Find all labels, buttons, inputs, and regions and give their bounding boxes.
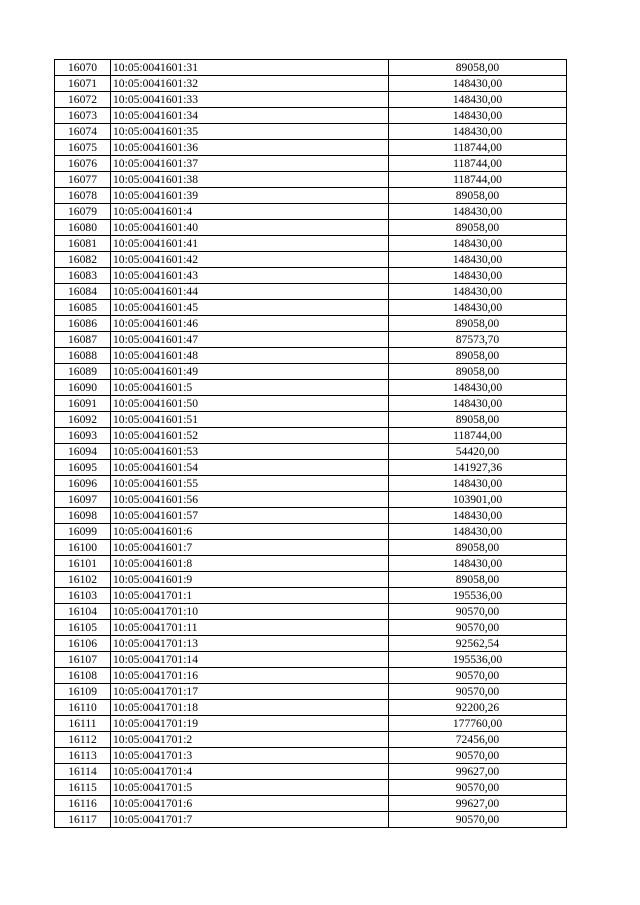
cadastral-number: 10:05:0041601:5 <box>111 380 389 396</box>
cadastral-number: 10:05:0041601:52 <box>111 428 389 444</box>
row-number: 16110 <box>55 700 111 716</box>
row-number: 16096 <box>55 476 111 492</box>
cadastral-number: 10:05:0041601:38 <box>111 172 389 188</box>
row-number: 16076 <box>55 156 111 172</box>
cadastral-number: 10:05:0041601:41 <box>111 236 389 252</box>
cadastral-number: 10:05:0041601:54 <box>111 460 389 476</box>
table-row <box>55 412 567 428</box>
cadastral-number: 10:05:0041601:32 <box>111 76 389 92</box>
cadastral-number: 10:05:0041601:35 <box>111 124 389 140</box>
cadastral-value: 90570,00 <box>389 780 567 796</box>
row-number: 16090 <box>55 380 111 396</box>
row-number: 16109 <box>55 684 111 700</box>
row-number: 16085 <box>55 300 111 316</box>
cadastral-value: 118744,00 <box>389 428 567 444</box>
cadastral-value: 148430,00 <box>389 108 567 124</box>
table-row <box>55 92 567 108</box>
row-number: 16091 <box>55 396 111 412</box>
table-row <box>55 764 567 780</box>
row-number: 16093 <box>55 428 111 444</box>
cadastral-number: 10:05:0041701:4 <box>111 764 389 780</box>
row-number: 16071 <box>55 76 111 92</box>
cadastral-number: 10:05:0041601:43 <box>111 268 389 284</box>
cadastral-value: 118744,00 <box>389 156 567 172</box>
cadastral-value: 148430,00 <box>389 92 567 108</box>
cadastral-value: 118744,00 <box>389 172 567 188</box>
cadastral-value: 90570,00 <box>389 604 567 620</box>
cadastral-value: 148430,00 <box>389 396 567 412</box>
row-number: 16112 <box>55 732 111 748</box>
cadastral-number: 10:05:0041601:33 <box>111 92 389 108</box>
document-page <box>54 59 566 828</box>
cadastral-value-table <box>54 59 567 828</box>
table-row <box>55 60 567 76</box>
row-number: 16098 <box>55 508 111 524</box>
cadastral-number: 10:05:0041601:40 <box>111 220 389 236</box>
table-row <box>55 188 567 204</box>
table-row <box>55 476 567 492</box>
row-number: 16088 <box>55 348 111 364</box>
table-row <box>55 748 567 764</box>
row-number: 16116 <box>55 796 111 812</box>
cadastral-number: 10:05:0041701:16 <box>111 668 389 684</box>
row-number: 16115 <box>55 780 111 796</box>
table-row <box>55 284 567 300</box>
cadastral-value: 89058,00 <box>389 364 567 380</box>
row-number: 16087 <box>55 332 111 348</box>
cadastral-number: 10:05:0041701:1 <box>111 588 389 604</box>
cadastral-value: 90570,00 <box>389 812 567 828</box>
cadastral-value: 195536,00 <box>389 652 567 668</box>
cadastral-value: 92562,54 <box>389 636 567 652</box>
cadastral-number: 10:05:0041601:4 <box>111 204 389 220</box>
cadastral-value: 148430,00 <box>389 556 567 572</box>
table-row <box>55 76 567 92</box>
cadastral-number: 10:05:0041601:48 <box>111 348 389 364</box>
table-row <box>55 156 567 172</box>
row-number: 16080 <box>55 220 111 236</box>
row-number: 16107 <box>55 652 111 668</box>
table-row <box>55 332 567 348</box>
cadastral-number: 10:05:0041601:7 <box>111 540 389 556</box>
row-number: 16075 <box>55 140 111 156</box>
row-number: 16095 <box>55 460 111 476</box>
table-row <box>55 652 567 668</box>
row-number: 16081 <box>55 236 111 252</box>
cadastral-value: 87573,70 <box>389 332 567 348</box>
cadastral-number: 10:05:0041601:50 <box>111 396 389 412</box>
table-row <box>55 316 567 332</box>
table-row <box>55 540 567 556</box>
table-row <box>55 236 567 252</box>
row-number: 16086 <box>55 316 111 332</box>
cadastral-number: 10:05:0041701:7 <box>111 812 389 828</box>
cadastral-value: 89058,00 <box>389 412 567 428</box>
cadastral-number: 10:05:0041601:46 <box>111 316 389 332</box>
cadastral-value: 90570,00 <box>389 620 567 636</box>
cadastral-value: 89058,00 <box>389 60 567 76</box>
cadastral-number: 10:05:0041701:17 <box>111 684 389 700</box>
cadastral-value: 54420,00 <box>389 444 567 460</box>
cadastral-value: 148430,00 <box>389 524 567 540</box>
cadastral-value: 177760,00 <box>389 716 567 732</box>
row-number: 16106 <box>55 636 111 652</box>
table-row <box>55 636 567 652</box>
cadastral-number: 10:05:0041701:3 <box>111 748 389 764</box>
cadastral-number: 10:05:0041601:39 <box>111 188 389 204</box>
table-row <box>55 140 567 156</box>
table-row <box>55 668 567 684</box>
cadastral-value: 148430,00 <box>389 76 567 92</box>
row-number: 16108 <box>55 668 111 684</box>
row-number: 16099 <box>55 524 111 540</box>
cadastral-value: 103901,00 <box>389 492 567 508</box>
cadastral-value: 89058,00 <box>389 220 567 236</box>
cadastral-number: 10:05:0041601:49 <box>111 364 389 380</box>
row-number: 16074 <box>55 124 111 140</box>
table-row <box>55 796 567 812</box>
cadastral-number: 10:05:0041701:10 <box>111 604 389 620</box>
cadastral-number: 10:05:0041601:51 <box>111 412 389 428</box>
cadastral-number: 10:05:0041601:6 <box>111 524 389 540</box>
row-number: 16100 <box>55 540 111 556</box>
cadastral-value: 195536,00 <box>389 588 567 604</box>
table-row <box>55 364 567 380</box>
cadastral-value: 148430,00 <box>389 508 567 524</box>
table-row <box>55 380 567 396</box>
row-number: 16072 <box>55 92 111 108</box>
cadastral-number: 10:05:0041701:5 <box>111 780 389 796</box>
table-row <box>55 812 567 828</box>
table-row <box>55 108 567 124</box>
cadastral-value: 148430,00 <box>389 476 567 492</box>
table-row <box>55 460 567 476</box>
row-number: 16114 <box>55 764 111 780</box>
cadastral-value: 99627,00 <box>389 764 567 780</box>
cadastral-number: 10:05:0041701:14 <box>111 652 389 668</box>
cadastral-value: 99627,00 <box>389 796 567 812</box>
cadastral-value: 148430,00 <box>389 380 567 396</box>
table-row <box>55 172 567 188</box>
table-row <box>55 604 567 620</box>
row-number: 16089 <box>55 364 111 380</box>
row-number: 16105 <box>55 620 111 636</box>
table-row <box>55 268 567 284</box>
cadastral-value: 148430,00 <box>389 284 567 300</box>
cadastral-value: 89058,00 <box>389 572 567 588</box>
cadastral-number: 10:05:0041601:31 <box>111 60 389 76</box>
table-row <box>55 444 567 460</box>
cadastral-number: 10:05:0041701:2 <box>111 732 389 748</box>
row-number: 16113 <box>55 748 111 764</box>
cadastral-value: 148430,00 <box>389 236 567 252</box>
row-number: 16079 <box>55 204 111 220</box>
row-number: 16077 <box>55 172 111 188</box>
cadastral-number: 10:05:0041701:13 <box>111 636 389 652</box>
cadastral-number: 10:05:0041601:57 <box>111 508 389 524</box>
cadastral-number: 10:05:0041601:36 <box>111 140 389 156</box>
row-number: 16103 <box>55 588 111 604</box>
cadastral-value: 90570,00 <box>389 748 567 764</box>
table-body <box>55 60 567 828</box>
table-row <box>55 620 567 636</box>
cadastral-number: 10:05:0041701:11 <box>111 620 389 636</box>
table-row <box>55 396 567 412</box>
table-row <box>55 220 567 236</box>
cadastral-value: 148430,00 <box>389 124 567 140</box>
row-number: 16083 <box>55 268 111 284</box>
table-row <box>55 252 567 268</box>
row-number: 16070 <box>55 60 111 76</box>
table-row <box>55 780 567 796</box>
table-row <box>55 348 567 364</box>
cadastral-number: 10:05:0041601:9 <box>111 572 389 588</box>
cadastral-number: 10:05:0041701:18 <box>111 700 389 716</box>
cadastral-number: 10:05:0041601:53 <box>111 444 389 460</box>
table-row <box>55 732 567 748</box>
table-row <box>55 124 567 140</box>
table-row <box>55 300 567 316</box>
row-number: 16101 <box>55 556 111 572</box>
table-row <box>55 716 567 732</box>
cadastral-number: 10:05:0041601:44 <box>111 284 389 300</box>
cadastral-number: 10:05:0041601:45 <box>111 300 389 316</box>
cadastral-number: 10:05:0041601:8 <box>111 556 389 572</box>
cadastral-value: 141927,36 <box>389 460 567 476</box>
row-number: 16082 <box>55 252 111 268</box>
table-row <box>55 204 567 220</box>
cadastral-number: 10:05:0041601:34 <box>111 108 389 124</box>
cadastral-value: 89058,00 <box>389 540 567 556</box>
row-number: 16102 <box>55 572 111 588</box>
row-number: 16078 <box>55 188 111 204</box>
table-row <box>55 524 567 540</box>
table-row <box>55 684 567 700</box>
cadastral-number: 10:05:0041701:19 <box>111 716 389 732</box>
cadastral-number: 10:05:0041601:42 <box>111 252 389 268</box>
table-row <box>55 588 567 604</box>
cadastral-number: 10:05:0041701:6 <box>111 796 389 812</box>
cadastral-number: 10:05:0041601:55 <box>111 476 389 492</box>
cadastral-number: 10:05:0041601:56 <box>111 492 389 508</box>
row-number: 16092 <box>55 412 111 428</box>
table-row <box>55 428 567 444</box>
table-row <box>55 492 567 508</box>
table-row <box>55 572 567 588</box>
table-row <box>55 556 567 572</box>
cadastral-value: 89058,00 <box>389 316 567 332</box>
cadastral-number: 10:05:0041601:37 <box>111 156 389 172</box>
cadastral-value: 89058,00 <box>389 348 567 364</box>
cadastral-value: 90570,00 <box>389 668 567 684</box>
cadastral-value: 148430,00 <box>389 204 567 220</box>
row-number: 16073 <box>55 108 111 124</box>
row-number: 16084 <box>55 284 111 300</box>
row-number: 16111 <box>55 716 111 732</box>
cadastral-value: 148430,00 <box>389 252 567 268</box>
row-number: 16097 <box>55 492 111 508</box>
cadastral-value: 92200,26 <box>389 700 567 716</box>
cadastral-value: 90570,00 <box>389 684 567 700</box>
row-number: 16094 <box>55 444 111 460</box>
cadastral-number: 10:05:0041601:47 <box>111 332 389 348</box>
row-number: 16117 <box>55 812 111 828</box>
table-row <box>55 700 567 716</box>
cadastral-value: 118744,00 <box>389 140 567 156</box>
cadastral-value: 89058,00 <box>389 188 567 204</box>
row-number: 16104 <box>55 604 111 620</box>
cadastral-value: 148430,00 <box>389 300 567 316</box>
cadastral-value: 148430,00 <box>389 268 567 284</box>
table-row <box>55 508 567 524</box>
cadastral-value: 72456,00 <box>389 732 567 748</box>
